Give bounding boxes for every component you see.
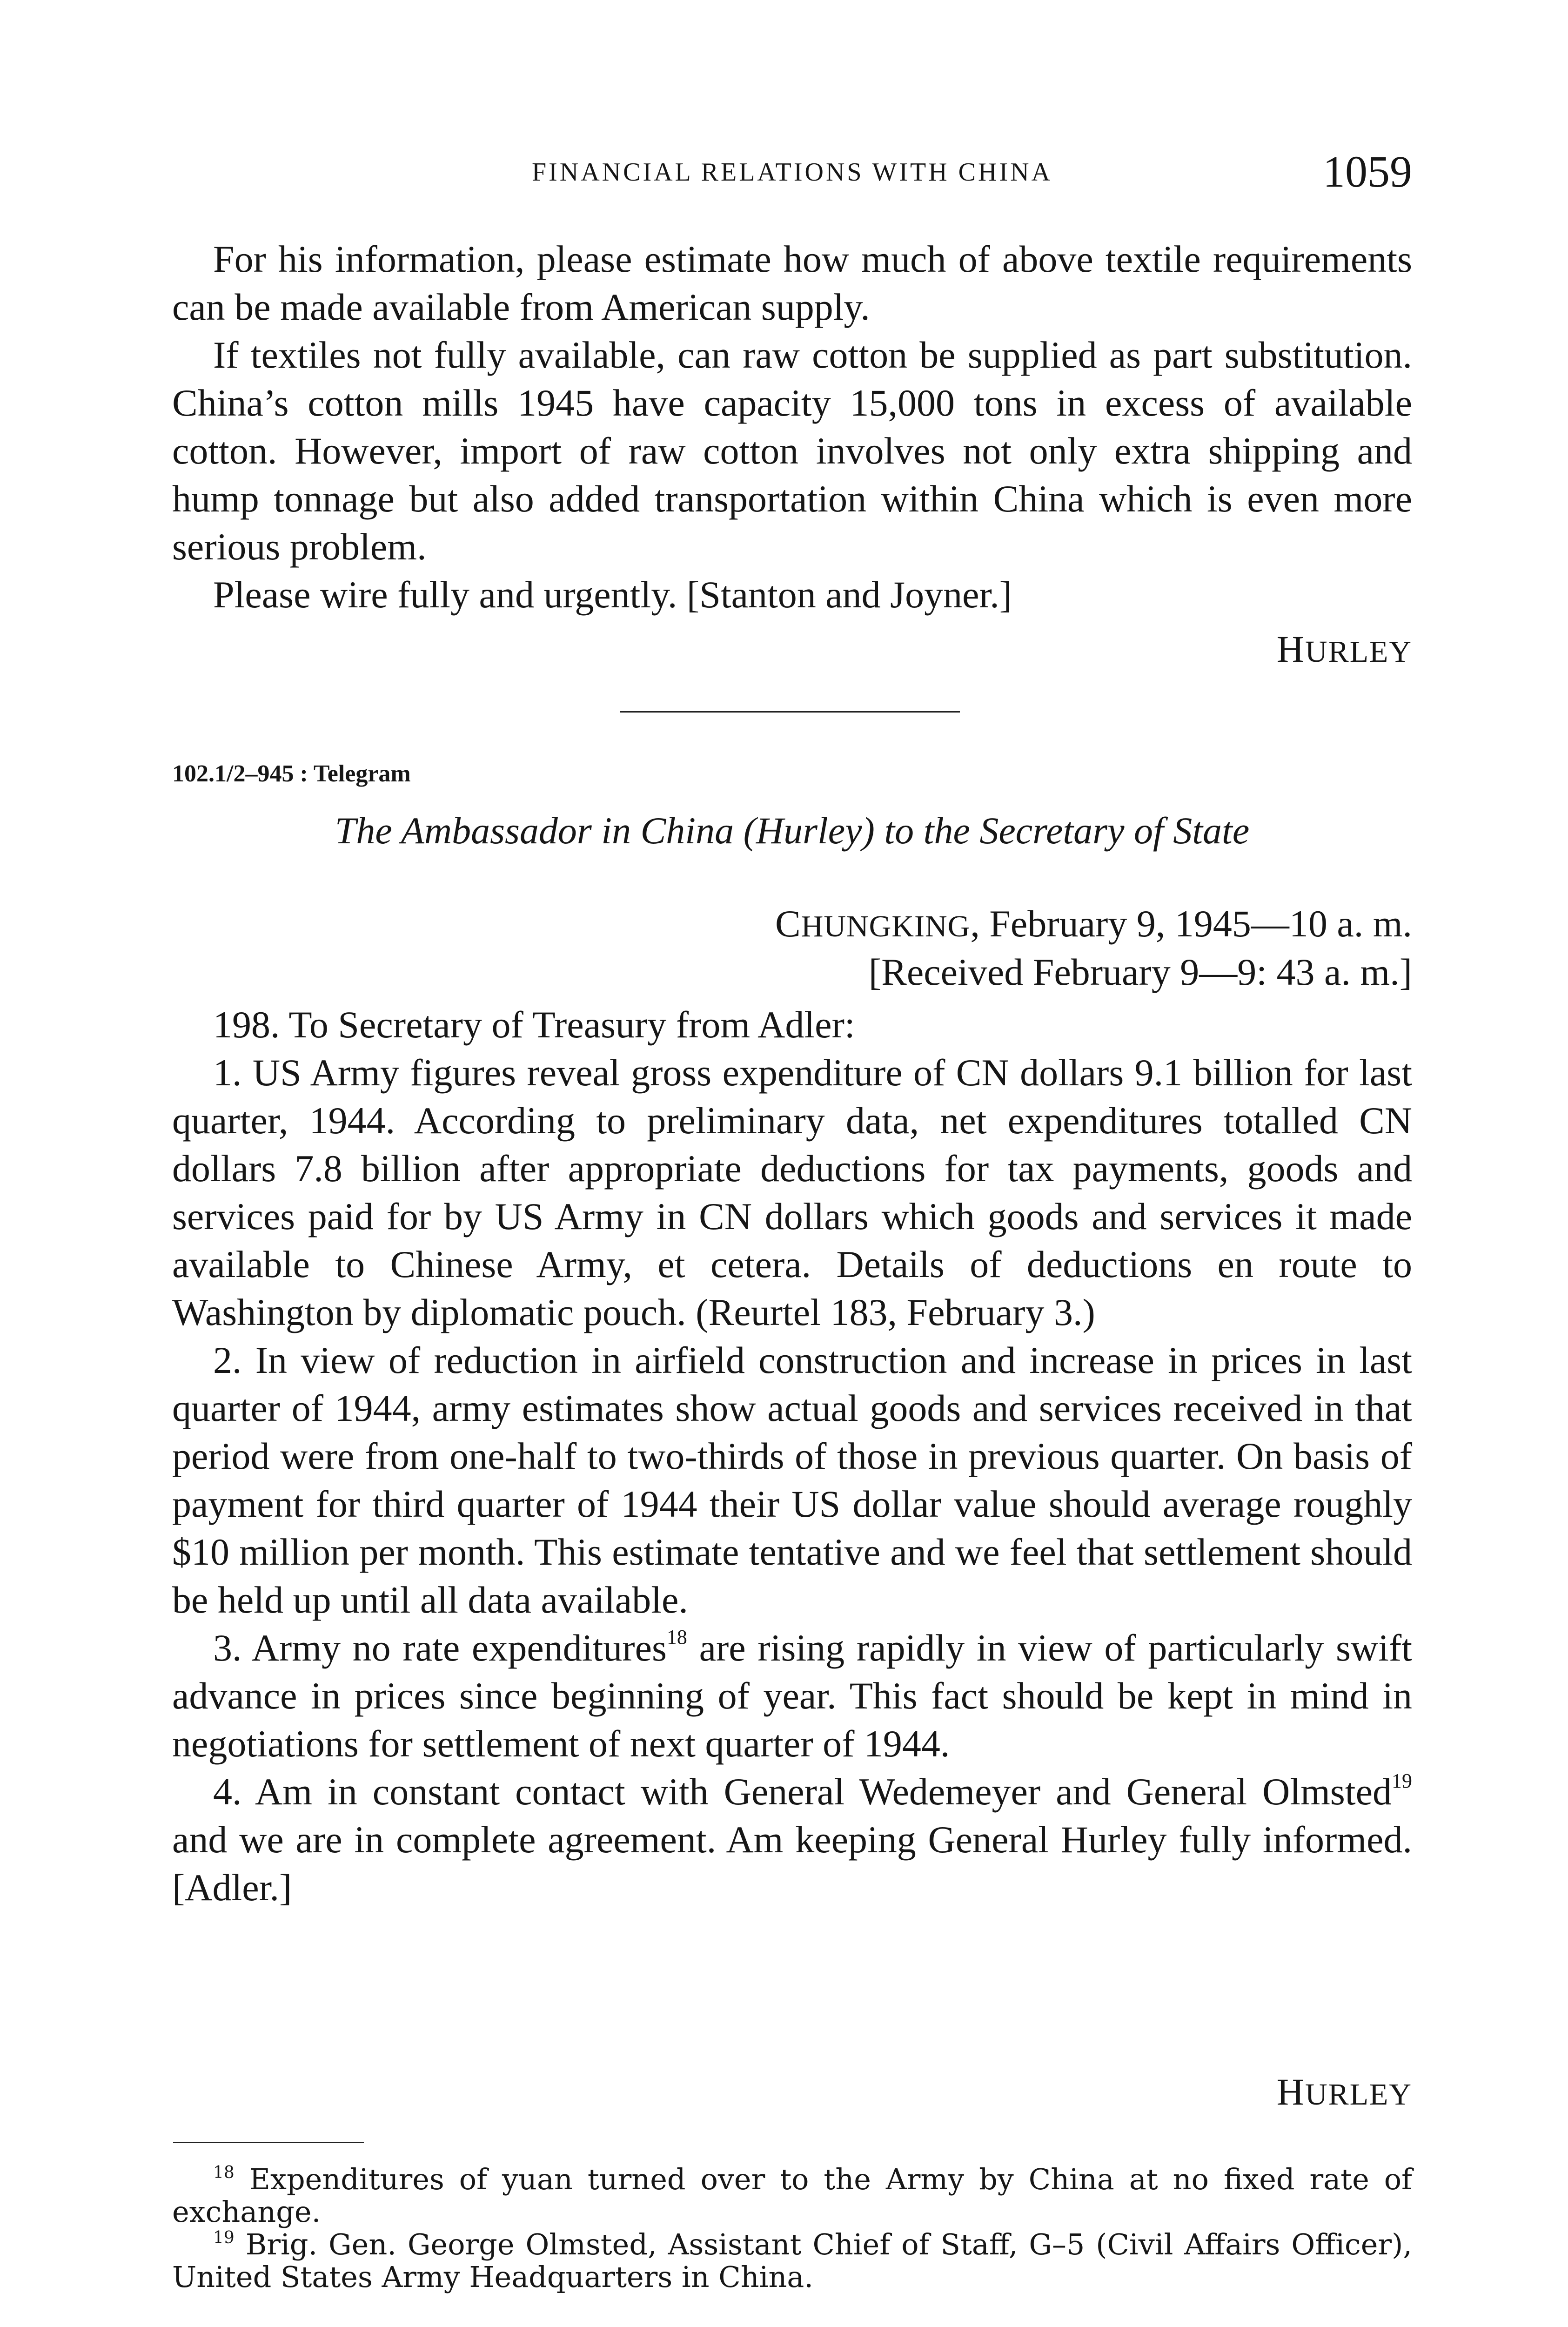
footnote-marker: 18 — [213, 2163, 235, 2182]
footnote-ref-19: 19 — [1392, 1769, 1412, 1792]
dateline-sent — [775, 902, 1412, 946]
footnote-rule — [173, 2142, 364, 2143]
body-paragraph: Please wire fully and urgently. [Stanton and Joyner.] — [213, 573, 1012, 616]
place-initial: C — [775, 902, 801, 945]
paragraph-text: 4. Am in constant contact with General Wedemeyer and General Olmsted — [213, 1770, 1392, 1813]
telegram-number: 198. To Secretary of Treasury from Adler: — [213, 1003, 855, 1046]
footnote-18 — [172, 2163, 1412, 2228]
document-title: The Ambassador in China (Hurley) to the Secretary of State — [335, 809, 1250, 852]
file-number: 102.1/2–945 : Telegram — [172, 760, 411, 787]
paragraph-text: and we are in complete agreement. Am keeping General Hurley fully informed. [Adler.] — [172, 1818, 1412, 1909]
footnote-marker: 19 — [213, 2228, 235, 2247]
section-divider — [620, 711, 960, 713]
continued-message-text — [172, 235, 1412, 619]
body-paragraph: For his information, please estimate how much of above textile requirements can be made available from American supply. — [172, 238, 1412, 328]
numbered-paragraph-4 — [172, 1768, 1412, 1911]
paragraph-text: are rising rapidly in view of particularly swift advance in prices since beginning of year. This fact should be kept in mind in negotiations for settlement of next quarter of 1944. — [172, 1627, 1412, 1765]
paragraph-text: 3. Army no rate expenditures — [213, 1627, 667, 1669]
telegram-body — [172, 1001, 1412, 1911]
footnotes — [172, 2163, 1412, 2293]
footnote-text: Brig. Gen. George Olmsted, Assistant Chief of Staff, G–5 (Civil Affairs Officer), United States Army Headquarters in China. — [172, 2227, 1412, 2294]
signature-hurley — [1277, 627, 1412, 671]
numbered-paragraph-1: 1. US Army figures reveal gross expenditure of CN dollars 9.1 billion for last quarter, 1944. According to preliminary data, net expenditures totalled CN dollars 7.8 billion after appropriate deductions for tax payments, goods and services paid for by US Army in CN dollars which goods and services it made available to Chinese Army, et cetera. Details of deductions en route to Washington by diplomatic pouch. (Reurtel 183, February 3.) — [172, 1051, 1412, 1333]
signature-rest: URLEY — [1305, 635, 1412, 669]
signature-rest: URLEY — [1305, 2078, 1412, 2112]
numbered-paragraph-3 — [172, 1624, 1412, 1768]
numbered-paragraph-2: 2. In view of reduction in airfield construction and increase in prices in last quarter of 1944, army estimates show actual goods and services received in that period were from one-half to two-thirds of those in previous quarter. On basis of payment for third quarter of 1944 their US dollar value should average roughly $10 million per month. This estimate tentative and we feel that settlement should be held up until all data available. — [172, 1339, 1412, 1621]
page-header — [172, 148, 1412, 204]
running-head: FINANCIAL RELATIONS WITH CHINA — [531, 158, 1053, 187]
place-name — [775, 902, 971, 945]
signature-initial: H — [1276, 2071, 1306, 2113]
body-paragraph: If textiles not fully available, can raw cotton be supplied as part substitution. China’s cotton mills 1945 have capacity 15,000 tons in excess of available cotton. However, import of raw cotton involves not only extra shipping and hump tonnage but also added transportation within China which is even more serious problem. — [172, 334, 1412, 568]
date-sent: , February 9, 1945—10 a. m. — [970, 902, 1412, 945]
place-rest: HUNGKING — [801, 909, 971, 943]
dateline-received: [Received February 9—9: 43 a. m.] — [868, 951, 1412, 993]
footnote-text: Expenditures of yuan turned over to the Army by China at no fixed rate of exchange. — [172, 2162, 1412, 2229]
footnote-ref-18: 18 — [666, 1626, 687, 1648]
page-number: 1059 — [1323, 147, 1412, 196]
footnote-19 — [172, 2228, 1412, 2293]
signature-hurley — [1277, 2070, 1412, 2114]
signature-initial: H — [1276, 628, 1306, 670]
